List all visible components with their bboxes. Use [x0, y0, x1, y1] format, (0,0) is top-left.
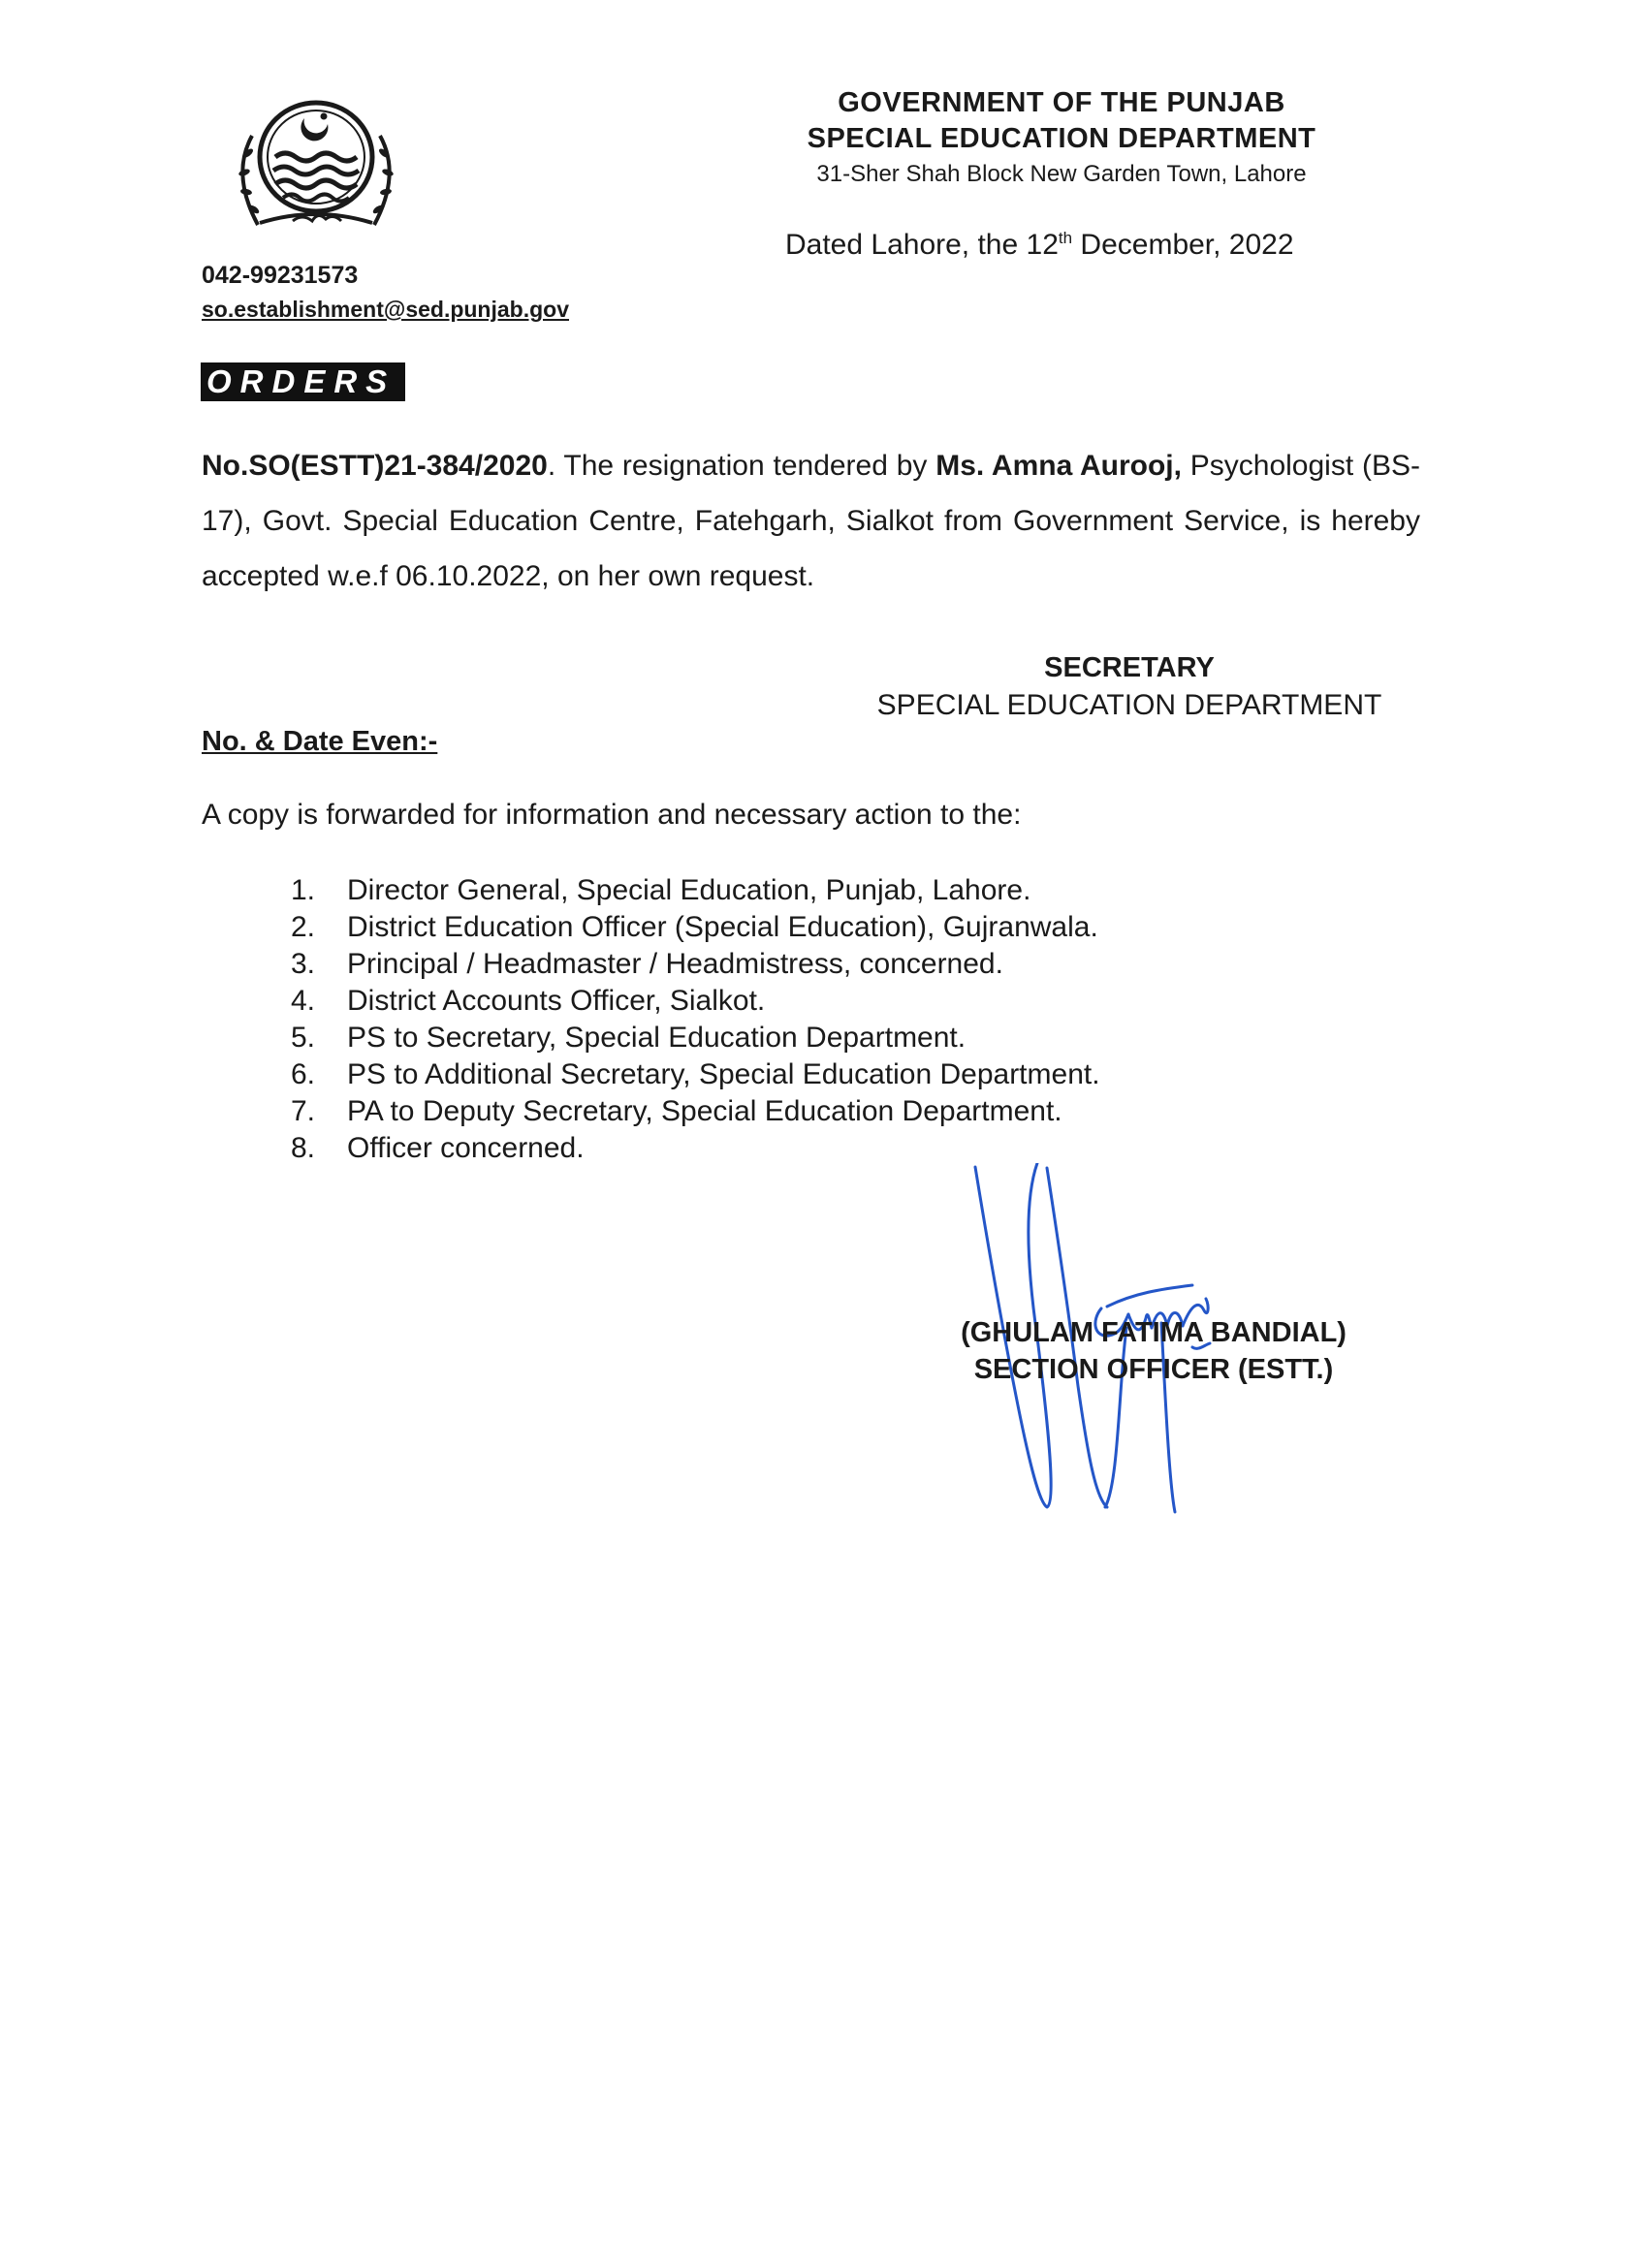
secretary-department: SPECIAL EDUCATION DEPARTMENT	[876, 689, 1382, 721]
copy-forwarded-line: A copy is forwarded for information and necessary action to the:	[202, 799, 1022, 831]
dated-prefix: Dated Lahore, the 12	[785, 229, 1059, 261]
list-item-number: 3.	[291, 948, 316, 980]
list-item-text: District Education Officer (Special Education), Gujranwala.	[347, 911, 1098, 943]
no-date-even: No. & Date Even:-	[202, 726, 438, 757]
list-item-number: 2.	[291, 911, 316, 943]
signatory-designation: SECTION OFFICER (ESTT.)	[973, 1354, 1334, 1385]
list-item-number: 1.	[291, 874, 316, 906]
header-department: SPECIAL EDUCATION DEPARTMENT	[807, 123, 1316, 154]
list-item-text: PS to Secretary, Special Education Department.	[347, 1022, 967, 1054]
list-item-number: 5.	[291, 1022, 316, 1054]
order-number: No.SO(ESTT)21-384/2020	[202, 450, 548, 482]
order-text-2: Psychologist (BS-17), Govt. Special Education Centre, Fatehgarh, Sialkot from Government Service, is hereby accepted w.e.f 06.10.2022, on her own request.	[202, 450, 1420, 592]
list-item	[291, 1093, 1100, 1130]
signatory-name: (GHULAM FATIMA BANDIAL)	[961, 1317, 1347, 1348]
dated-superscript: th	[1058, 229, 1073, 247]
list-item	[291, 1130, 1100, 1167]
dated-suffix: December, 2022	[1072, 229, 1294, 261]
list-item-text: Director General, Special Education, Punjab, Lahore.	[347, 874, 1031, 906]
list-item-number: 6.	[291, 1058, 316, 1090]
order-person: Ms. Amna Aurooj,	[935, 450, 1182, 482]
phone-number: 042-99231573	[202, 262, 359, 289]
list-item	[291, 1020, 1100, 1056]
signature-icon	[902, 1163, 1444, 1541]
list-item-number: 4.	[291, 985, 316, 1017]
list-item	[291, 946, 1100, 983]
list-item	[291, 1056, 1100, 1093]
list-item-text: District Accounts Officer, Sialkot.	[347, 985, 766, 1017]
secretary-title: SECRETARY	[1044, 652, 1215, 683]
list-item	[291, 872, 1100, 909]
list-item-number: 8.	[291, 1132, 316, 1164]
distribution-list	[291, 872, 1100, 1167]
orders-label: ORDERS	[201, 362, 405, 401]
dated-line	[785, 229, 1294, 262]
punjab-emblem-icon	[215, 97, 417, 247]
list-item-text: Principal / Headmaster / Headmistress, concerned.	[347, 948, 1003, 980]
header-address: 31-Sher Shah Block New Garden Town, Lahore	[816, 161, 1307, 187]
list-item	[291, 983, 1100, 1020]
header-government: GOVERNMENT OF THE PUNJAB	[838, 87, 1285, 118]
order-paragraph	[202, 438, 1420, 604]
list-item-text: Officer concerned.	[347, 1132, 585, 1164]
list-item-text: PA to Deputy Secretary, Special Education Department.	[347, 1095, 1062, 1127]
list-item-number: 7.	[291, 1095, 316, 1127]
email-address: so.establishment@sed.punjab.gov	[202, 297, 569, 322]
list-item-text: PS to Additional Secretary, Special Education Department.	[347, 1058, 1100, 1090]
list-item	[291, 909, 1100, 946]
order-text-1: . The resignation tendered by	[547, 450, 936, 482]
